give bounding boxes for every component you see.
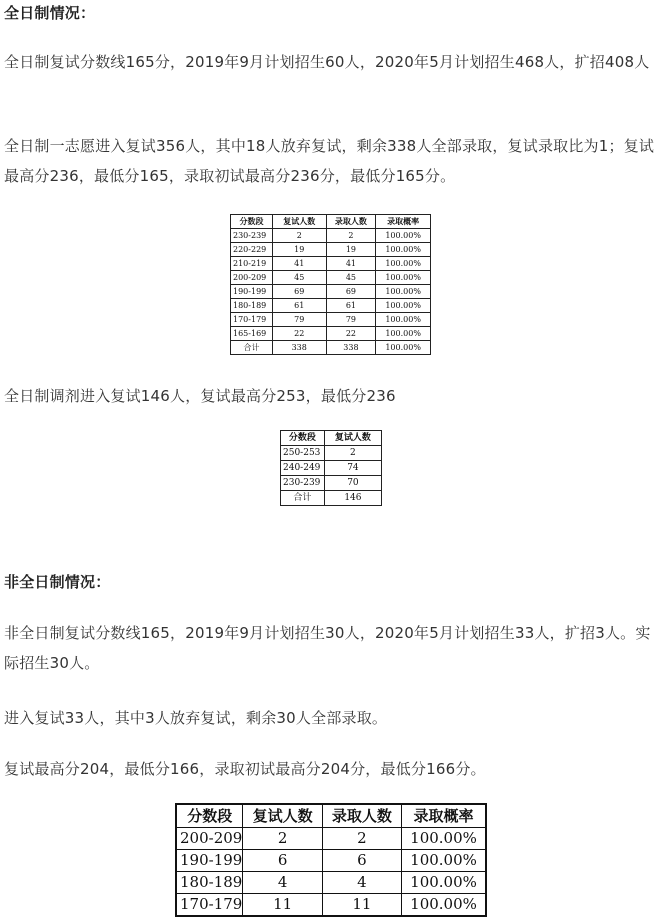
table-cell: 240-249 (281, 461, 325, 476)
fulltime-paragraph-plan: 全日制复试分数线165分，2019年9月计划招生60人，2020年5月计划招生468人，扩招408人 (4, 53, 650, 71)
table-cell: 170-179 (176, 894, 243, 917)
table-header-row (176, 804, 486, 828)
table-cell: 4 (243, 872, 322, 894)
table-header-row (231, 215, 431, 229)
table-cell: 100.00% (402, 828, 486, 850)
table-cell: 4 (322, 872, 401, 894)
table-cell: 22 (272, 327, 326, 341)
table-header-cell: 录取概率 (402, 804, 486, 828)
table-cell: 100.00% (402, 894, 486, 917)
table-row (231, 285, 431, 299)
table-header-row (281, 431, 382, 446)
table-cell: 2 (326, 229, 376, 243)
table-cell: 2 (272, 229, 326, 243)
table-cell: 100.00% (376, 257, 431, 271)
table-cell: 6 (243, 850, 322, 872)
table-cell: 2 (324, 446, 381, 461)
table-cell: 74 (324, 461, 381, 476)
table-header-cell: 录取人数 (326, 215, 376, 229)
table-row (176, 872, 486, 894)
table-header-cell: 分数段 (281, 431, 325, 446)
table-row (231, 243, 431, 257)
table-cell: 180-189 (176, 872, 243, 894)
table-cell: 100.00% (376, 313, 431, 327)
table-cell: 170-179 (231, 313, 273, 327)
table-row (231, 271, 431, 285)
table-cell: 19 (326, 243, 376, 257)
table-row (176, 828, 486, 850)
table-cell: 100.00% (376, 327, 431, 341)
table-cell: 100.00% (402, 850, 486, 872)
table-cell: 6 (322, 850, 401, 872)
fulltime-first-choice-table (230, 214, 431, 355)
table-row (231, 257, 431, 271)
table-header-cell: 录取人数 (322, 804, 401, 828)
table-cell: 2 (243, 828, 322, 850)
table-cell: 11 (243, 894, 322, 917)
table-header-cell: 复试人数 (324, 431, 381, 446)
table-cell: 61 (326, 299, 376, 313)
table-cell: 19 (272, 243, 326, 257)
table-cell: 210-219 (231, 257, 273, 271)
table-row (176, 894, 486, 917)
table-cell: 230-239 (231, 229, 273, 243)
table-cell: 200-209 (176, 828, 243, 850)
table-cell: 250-253 (281, 446, 325, 461)
table-cell: 100.00% (376, 299, 431, 313)
table-cell: 11 (322, 894, 401, 917)
parttime-paragraph-retest: 进入复试33人，其中3人放弃复试，剩余30人全部录取。 (4, 709, 388, 727)
table-cell: 70 (324, 476, 381, 491)
table-cell: 230-239 (281, 476, 325, 491)
table-header-cell: 复试人数 (272, 215, 326, 229)
fulltime-paragraph-retest: 全日制一志愿进入复试356人，其中18人放弃复试，剩余338人全部录取，复试录取比为1；复试最高分236，最低分165，录取初试最高分236分，最低分165分。 (4, 137, 655, 185)
table-row (281, 461, 382, 476)
table-cell: 79 (272, 313, 326, 327)
table-cell: 45 (326, 271, 376, 285)
table-cell: 100.00% (376, 243, 431, 257)
table-total-row (231, 341, 431, 355)
table-header-cell: 录取概率 (376, 215, 431, 229)
table-cell: 146 (324, 491, 381, 506)
table-cell: 69 (272, 285, 326, 299)
parttime-score-table (175, 803, 487, 917)
table-header-cell: 分数段 (176, 804, 243, 828)
table-cell: 338 (326, 341, 376, 355)
table-cell: 100.00% (376, 285, 431, 299)
table-cell: 69 (326, 285, 376, 299)
table-cell: 165-169 (231, 327, 273, 341)
table-cell: 41 (326, 257, 376, 271)
table-cell: 200-209 (231, 271, 273, 285)
table-header-cell: 分数段 (231, 215, 273, 229)
parttime-paragraph-scores: 复试最高分204，最低分166，录取初试最高分204分，最低分166分。 (4, 760, 486, 778)
table-row (281, 476, 382, 491)
table-row (231, 229, 431, 243)
table-header-cell: 复试人数 (243, 804, 322, 828)
table-cell: 100.00% (376, 341, 431, 355)
table-total-row (281, 491, 382, 506)
table-cell: 合计 (231, 341, 273, 355)
fulltime-heading: 全日制情况： (4, 4, 96, 22)
table-cell: 100.00% (376, 271, 431, 285)
table-cell: 合计 (281, 491, 325, 506)
table-row (176, 850, 486, 872)
table-cell: 22 (326, 327, 376, 341)
table-row (231, 299, 431, 313)
table-cell: 45 (272, 271, 326, 285)
fulltime-adjust-table (280, 430, 382, 506)
table-cell: 338 (272, 341, 326, 355)
table-row (231, 327, 431, 341)
table-row (231, 313, 431, 327)
table-cell: 100.00% (402, 872, 486, 894)
parttime-heading: 非全日制情况： (4, 573, 111, 591)
table-row (281, 446, 382, 461)
table-cell: 220-229 (231, 243, 273, 257)
table-cell: 190-199 (231, 285, 273, 299)
table-cell: 100.00% (376, 229, 431, 243)
table-cell: 2 (322, 828, 401, 850)
table-cell: 61 (272, 299, 326, 313)
table-cell: 41 (272, 257, 326, 271)
table-cell: 180-189 (231, 299, 273, 313)
table-cell: 190-199 (176, 850, 243, 872)
parttime-paragraph-plan: 非全日制复试分数线165，2019年9月计划招生30人，2020年5月计划招生33人，扩招3人。实际招生30人。 (4, 624, 651, 672)
fulltime-paragraph-adjust: 全日制调剂进入复试146人，复试最高分253，最低分236 (4, 387, 396, 405)
table-cell: 79 (326, 313, 376, 327)
